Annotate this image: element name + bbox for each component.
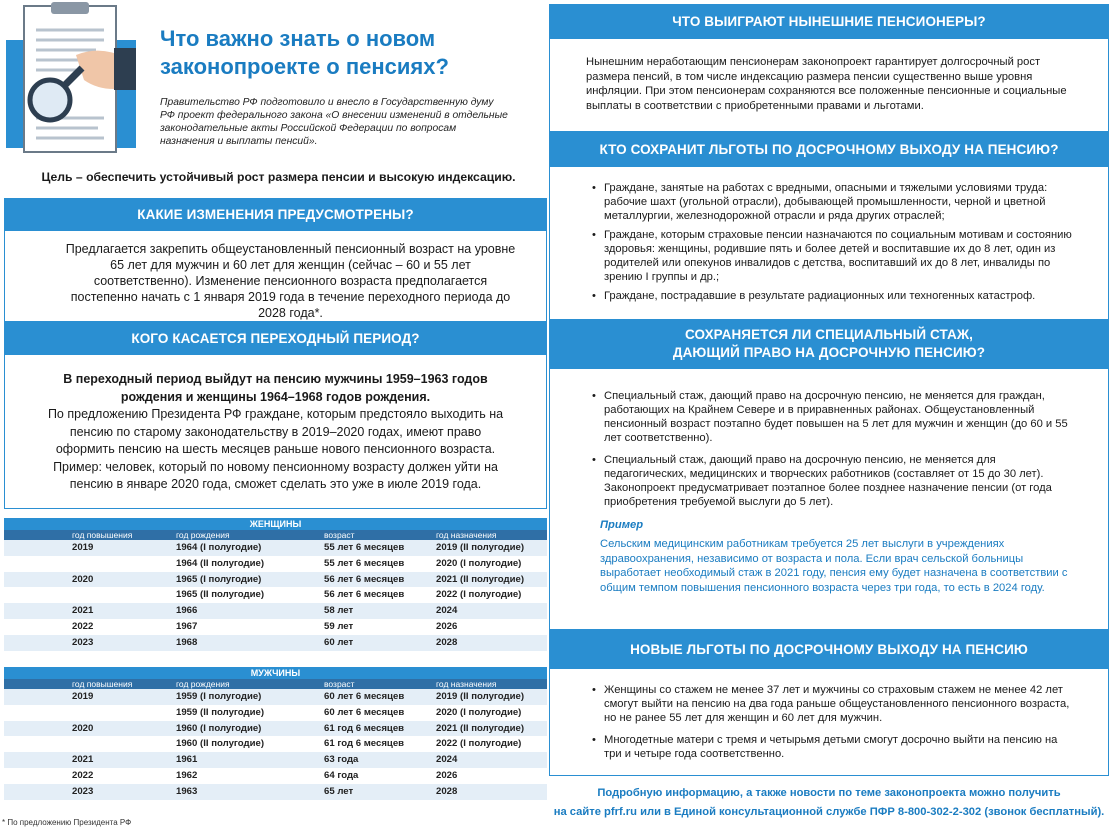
example-text: Сельским медицинским работникам требуется 25 лет выслуги в учреждениях здравоохранения, независимо от возраста и пола. Если врач сельской больницы выработает необходимый стаж в 2021 году, пенсия ему будет назначена в соответствии с общим темпом повышения пенсионного возраста через три года, то есть в 2024 году. [600,538,1068,594]
table-row: 1959 (II полугодие) 60 лет 6 месяцев 2020 (I полугодие) [4,705,547,721]
transition-text: По предложению Президента РФ граждане, которым предстояло выходить на пенсию по старому законодательству в 2019–2020 годах, имеют право оформить пенсию на шесть месяцев раньше нового пенсионного возраста. Пример: человек, который по новому пенсионному возрасту должен уйти на пенсию в январе 2020 года, сможет сделать это уже в июле 2019 года. [47,407,504,491]
title-line-2: законопроекте о пенсиях? [160,54,449,79]
special-service-heading [549,320,1109,368]
table-row: 2019 1959 (I полугодие) 60 лет 6 месяцев 2019 (II полугодие) [4,689,547,705]
table-row: 2021 1961 63 года 2024 [4,752,547,768]
table-row: 1965 (II полугодие) 56 лет 6 месяцев 2022 (I полугодие) [4,587,547,603]
list-item: • Граждане, занятые на работах с вредными, опасными и тяжелыми условиями труда: рабочие шахт (угольной отрасли), добывающей промышленности, черной и цветной металлургии, железнодорожной отрасли и ряда других отраслей; [590,181,1072,223]
women-table-header [4,530,547,540]
changes-panel [4,230,547,322]
new-benefits-panel [549,668,1109,776]
col-birth-year: год рождения [176,530,230,540]
intro-text: Правительство РФ подготовило и внесло в Государственную думу РФ проект федерального закона «О внесении изменений в отдельные законодательные акты Российской Федерации по вопросам назначения и выплаты пенсий». [160,97,508,147]
contact-line-2: на сайте pfrf.ru или в Единой консультационной службе ПФР 8-800-302-2-302 (звонок бесплатный). [553,806,1105,818]
goal-text: Цель – обеспечить устойчивый рост размера пенсии и высокую индексацию. [41,170,516,184]
col-age: возраст [324,530,355,540]
special-service-panel [549,368,1109,630]
transition-bold-text: В переходный период выйдут на пенсию мужчины 1959–1963 годов рождения и женщины 1964–1968 годов рождения. [63,372,488,404]
men-table [4,667,547,800]
list-item: • Граждане, которым страховые пенсии назначаются по социальным мотивам и состоянию здоровья: женщины, родившие пять и более детей и воспитавшие их до 8 лет, один из родителей или опекунов инвалидов с детства, воспитавший их до 8 лет, инвалиды по зрению I группы и др.; [590,228,1072,284]
page-title [160,25,540,81]
footnote: * По предложению Президента РФ [2,818,132,827]
new-benefits-heading: НОВЫЕ ЛЬГОТЫ ПО ДОСРОЧНОМУ ВЫХОДУ НА ПЕНСИЮ [549,630,1109,668]
list-item: • Граждане, пострадавшие в результате радиационных или техногенных катастроф. [590,289,1072,303]
special-heading-line-1: СОХРАНЯЕТСЯ ЛИ СПЕЦИАЛЬНЫЙ СТАЖ, [684,327,974,342]
changes-text: Предлагается закрепить общеустановленный пенсионный возраст на уровне 65 лет для мужчин и 60 лет для женщин (сейчас – 60 и 55 лет соответственно). Изменение пенсионного возраста предполагается постепенно начать с 1 января 2019 года в течение переходного периода до 2028 года*. [65,242,516,320]
table-row: 2021 1966 58 лет 2024 [4,603,547,619]
list-item: • Женщины со стажем не менее 37 лет и мужчины со страховым стажем не менее 42 лет смогут выйти на пенсию на два года раньше общеустановленного пенсионного возраста, но не ранее 55 лет для женщин и 60 лет для мужчин. [590,683,1072,725]
special-heading-line-2: ДАЮЩИЙ ПРАВО НА ДОСРОЧНУЮ ПЕНСИЮ? [672,345,986,360]
example-label: Пример [600,519,644,531]
title-line-1: Что важно знать о новом [160,26,436,51]
current-pensioners-text: Нынешним неработающим пенсионерам законопроект гарантирует долгосрочный рост размера пенсий, в том числе индексацию размера пенсии существенно выше уровня инфляции. При этом пенсионерам сохраняются все положенные пенсионные и социальные выплаты в соответствии с приобретенными правами и льготами. [586,56,1067,112]
contact-info [549,784,1109,822]
early-benefits-panel [549,166,1109,320]
col-raise-year: год повышения [72,679,133,689]
table-row: 2022 1967 59 лет 2026 [4,619,547,635]
col-birth-year: год рождения [176,679,230,689]
contact-line-1: Подробную информацию, а также новости по теме законопроекта можно получить [597,787,1061,799]
col-age: возраст [324,679,355,689]
table-row: 2020 1960 (I полугодие) 61 год 6 месяцев 2021 (II полугодие) [4,721,547,737]
table-row: 2023 1968 60 лет 2028 [4,635,547,651]
changes-heading: КАКИЕ ИЗМЕНЕНИЯ ПРЕДУСМОТРЕНЫ? [4,198,547,230]
transition-heading: КОГО КАСАЕТСЯ ПЕРЕХОДНЫЙ ПЕРИОД? [4,322,547,354]
women-table [4,518,547,651]
table-row: 2022 1962 64 года 2026 [4,768,547,784]
women-table-title: ЖЕНЩИНЫ [4,518,547,530]
current-pensioners-heading: ЧТО ВЫИГРАЮТ НЫНЕШНИЕ ПЕНСИОНЕРЫ? [549,4,1109,38]
transition-panel [4,354,547,509]
list-item: • Специальный стаж, дающий право на досрочную пенсию, не меняется для граждан, работающих на Крайнем Севере и в приравненных районах. Общеустановленный пенсионный возраст поэтапно будет повышен на 5 лет для мужчин и женщин (до 60 и 55 лет соответственно). [590,389,1078,445]
list-item: • Специальный стаж, дающий право на досрочную пенсию, не меняется для педагогических, медицинских и творческих работников (составляет от 15 до 30 лет). Законопроект предусматривает поэтапное более позднее назначение пенсии (от года приобретения требуемой выслуги до 5 лет). [590,453,1078,509]
table-row: 2023 1963 65 лет 2028 [4,784,547,800]
document-magnifier-icon [6,0,136,155]
table-row: 1960 (II полугодие) 61 год 6 месяцев 2022 (I полугодие) [4,736,547,752]
men-table-header [4,679,547,689]
col-assign-year: год назначения [436,679,497,689]
current-pensioners-panel [549,38,1109,132]
table-row: 1964 (II полугодие) 55 лет 6 месяцев 2020 (I полугодие) [4,556,547,572]
list-item: • Многодетные матери с тремя и четырьмя детьми смогут досрочно выйти на пенсию на три и четыре года соответственно. [590,733,1072,761]
col-assign-year: год назначения [436,530,497,540]
table-row: 2020 1965 (I полугодие) 56 лет 6 месяцев 2021 (II полугодие) [4,572,547,588]
early-benefits-heading: КТО СОХРАНИТ ЛЬГОТЫ ПО ДОСРОЧНОМУ ВЫХОДУ НА ПЕНСИЮ? [549,132,1109,166]
col-raise-year: год повышения [72,530,133,540]
men-table-title: МУЖЧИНЫ [4,667,547,679]
table-row: 2019 1964 (I полугодие) 55 лет 6 месяцев 2019 (II полугодие) [4,540,547,556]
